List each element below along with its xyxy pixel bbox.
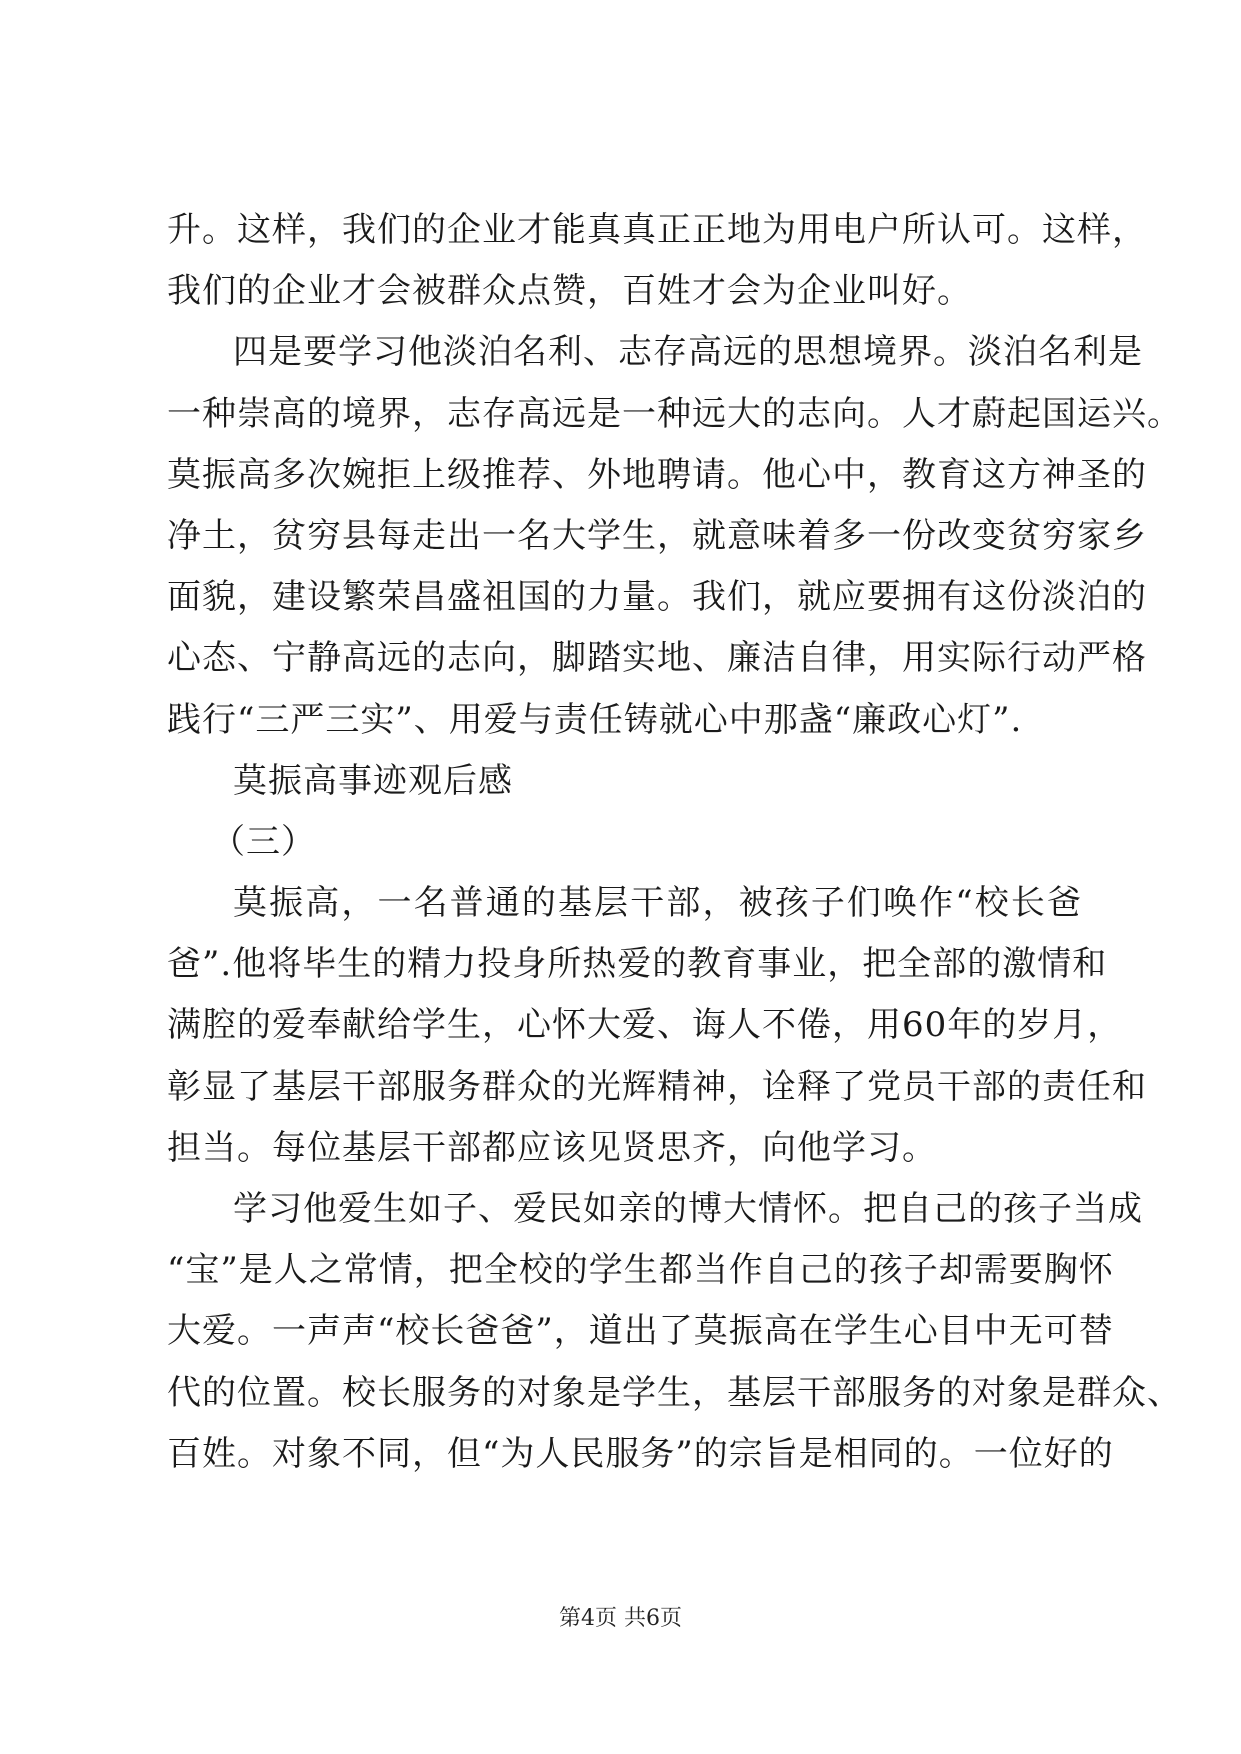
text-line: 大爱。一声声“校长爸爸”，道出了莫振高在学生心目中无可替 xyxy=(167,1311,1114,1352)
text-line: 彰显了基层干部服务群众的光辉精神，诠释了党员干部的责任和 xyxy=(167,1066,1147,1107)
text-line: 我们的企业才会被群众点赞，百姓才会为企业叫好。 xyxy=(167,271,972,312)
section-number: （三） xyxy=(211,821,316,862)
page-footer: 第4页 共6页 xyxy=(559,1606,682,1631)
text-line: 心态、宁静高远的志向，脚踏实地、廉洁自律，用实际行动严格 xyxy=(167,638,1147,679)
text-line: 爸”.他将毕生的精力投身所热爱的教育事业，把全部的激情和 xyxy=(167,944,1108,985)
text-line: 满腔的爱奉献给学生，心怀大爱、诲人不倦，用60年的岁月， xyxy=(167,1005,1123,1046)
text-line: 净土，贫穷县每走出一名大学生，就意味着多一份改变贫穷家乡 xyxy=(167,515,1147,556)
text-line: 一种崇高的境界，志存高远是一种远大的志向。人才蔚起国运兴。 xyxy=(167,393,1182,434)
text-line: 莫振高，一名普通的基层干部，被孩子们唤作“校长爸 xyxy=(233,883,1082,924)
body-text xyxy=(167,200,1182,1485)
text-line: 学习他爱生如子、爱民如亲的博大情怀。把自己的孩子当成 xyxy=(233,1189,1143,1229)
section-title: 莫振高事迹观后感 xyxy=(233,760,513,801)
text-line: 面貌，建设繁荣昌盛祖国的力量。我们，就应要拥有这份淡泊的 xyxy=(167,577,1147,618)
text-line: 百姓。对象不同，但“为人民服务”的宗旨是相同的。一位好的 xyxy=(167,1433,1114,1474)
text-line: 担当。每位基层干部都应该见贤思齐，向他学习。 xyxy=(167,1127,937,1168)
text-line: 莫振高多次婉拒上级推荐、外地聘请。他心中，教育这方神圣的 xyxy=(167,454,1147,495)
text-line: 升。这样，我们的企业才能真真正正地为用电户所认可。这样， xyxy=(167,210,1147,250)
text-line: “宝”是人之常情，把全校的学生都当作自己的孩子却需要胸怀 xyxy=(167,1250,1114,1291)
text-line: 践行“三严三实”、用爱与责任铸就心中那盏“廉政心灯”. xyxy=(167,699,1023,740)
text-line: 四是要学习他淡泊名利、志存高远的思想境界。淡泊名利是 xyxy=(233,332,1143,373)
text-line: 代的位置。校长服务的对象是学生，基层干部服务的对象是群众、 xyxy=(167,1372,1182,1413)
